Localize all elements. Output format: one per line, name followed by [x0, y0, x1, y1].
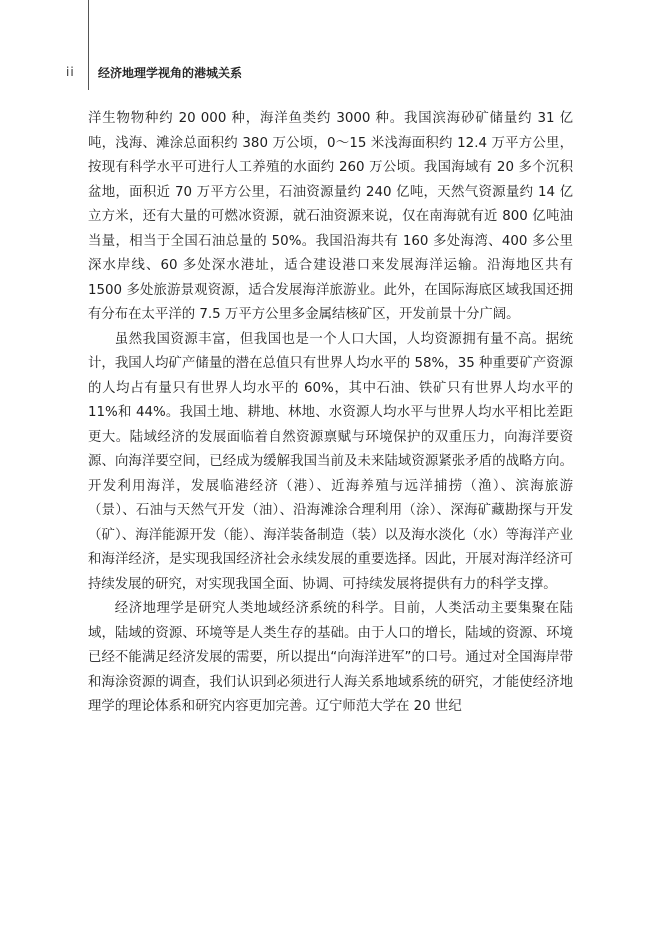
running-title: 经济地理学视角的港城关系 — [98, 66, 243, 80]
page-number: ii — [66, 65, 75, 79]
paragraph-1: 洋生物物种约 20 000 种，海洋鱼类约 3000 种。我国滨海砂矿储量约 31 亿吨，浅海、滩涂总面积约 380 万公顷，0～15 米浅海面积约 12.4 万平方公里，按现有科学水平可进行人工养殖的水面约 260 万公顷。我国海域有 20 多个沉积盆地，面积近 70 万平方公里，石油资源量约 240 亿吨，天然气资源量约 14 亿立方米，还有大量的可燃冰资源，就石油资源来说，仅在南海就有近 800 亿吨油当量，相当于全国石油总量的 50%。我国沿海共有 160 多处海湾、400 多公里深水岸线、60 多处深水港址，适合建设港口来发展海洋运输。沿海地区共有 1500 多处旅游景观资源，适合发展海洋旅游业。此外，在国际海底区域我国还拥有分布在太平洋的 7.5 万平方公里多金属结核矿区，开发前景十分广阔。 — [88, 111, 573, 322]
body-text — [88, 107, 573, 720]
page-header — [0, 63, 661, 85]
paragraph-3: 经济地理学是研究人类地域经济系统的科学。目前，人类活动主要集聚在陆域，陆域的资源、环境等是人类生存的基础。由于人口的增长，陆域的资源、环境已经不能满足经济发展的需要，所以提出“向海洋进军”的口号。通过对全国海岸带和海涂资源的调查，我们认识到必须进行人海关系地域系统的研究，才能使经济地理学的理论体系和研究内容更加完善。辽宁师范大学在 20 世纪 — [88, 601, 573, 714]
paragraph-2: 虽然我国资源丰富，但我国也是一个人口大国，人均资源拥有量不高。据统计，我国人均矿产储量的潜在总值只有世界人均水平的 58%，35 种重要矿产资源的人均占有量只有世界人均水平的 60%，其中石油、铁矿只有世界人均水平的 11%和 44%。我国土地、耕地、林地、水资源人均水平与世界人均水平相比差距更大。陆域经济的发展面临着自然资源禀赋与环境保护的双重压力，向海洋要资源、向海洋要空间，已经成为缓解我国当前及未来陆域资源紧张矛盾的战略方向。开发利用海洋，发展临港经济（港）、近海养殖与远洋捕捞（渔）、滨海旅游（景）、石油与天然气开发（油）、沿海滩涂合理利用（涂）、深海矿藏勘探与开发（矿）、海洋能源开发（能）、海洋装备制造（装）以及海水淡化（水）等海洋产业和海洋经济，是实现我国经济社会永续发展的重要选择。因此，开展对海洋经济可持续发展的研究，对实现我国全面、协调、可持续发展将提供有力的科学支撑。 — [88, 331, 573, 592]
